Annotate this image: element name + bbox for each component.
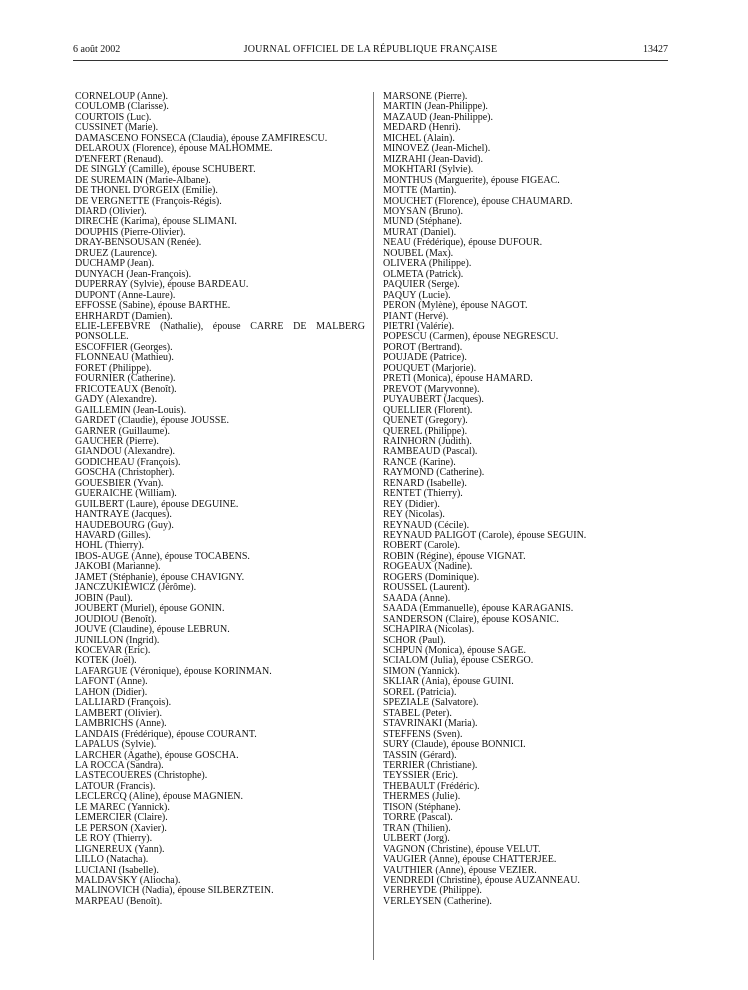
name-entry: LECLERCQ (Aline), épouse MAGNIEN. [75, 791, 244, 803]
name-entry: EHRHARDT (Damien). [75, 310, 173, 322]
name-entry: GADY (Alexandre). [75, 394, 157, 406]
name-entry: SOREL (Patricia). [383, 686, 457, 698]
page-number: 13427 [643, 44, 668, 55]
name-entry: ROBIN (Régine), épouse VIGNAT. [383, 550, 526, 562]
name-entry: RENTET (Thierry). [383, 488, 463, 500]
name-entry: FORET (Philippe). [75, 362, 152, 374]
name-entry: ROGEAUX (Nadine). [383, 561, 473, 573]
name-entry: POROT (Bertrand). [383, 341, 463, 353]
header-date: 6 août 2002 [73, 44, 121, 55]
name-entry: RANCE (Karine). [383, 456, 456, 468]
name-entry: STEFFENS (Sven). [383, 728, 463, 740]
name-entry: SIMON (Yannick). [383, 665, 460, 677]
name-entry: NOUBEL (Max). [383, 247, 454, 259]
name-entry: MARTIN (Jean-Philippe). [383, 101, 488, 113]
name-entry: LALLIARD (François). [75, 697, 172, 709]
name-entry: MARPEAU (Benoît). [75, 895, 163, 907]
name-entry: DOUPHIS (Pierre-Olivier). [75, 226, 186, 238]
name-entry: LAPALUS (Sylvie). [75, 739, 157, 751]
name-entry: KOTEK (Joël). [75, 655, 137, 667]
name-entry: DRUEZ (Laurence). [75, 247, 158, 259]
name-entry: JOUBERT (Muriel), épouse GONIN. [75, 603, 225, 615]
name-entry: VAUGIER (Anne), épouse CHATTERJEE. [383, 854, 557, 866]
name-entry: ROBERT (Carole). [383, 540, 460, 552]
name-entry: STABEL (Peter). [383, 707, 452, 719]
name-entry: PUYAUBERT (Jacques). [383, 394, 484, 406]
name-entry: SAADA (Anne). [383, 592, 451, 604]
name-entry: MUND (Stéphane). [383, 216, 462, 228]
name-entry: PAQUY (Lucie). [383, 289, 451, 301]
name-entry: ELIE-LEFEBVRE (Nathalie), épouse CARRE DE MALBERG [75, 320, 365, 332]
column-divider [373, 92, 374, 960]
name-entry: MICHEL (Alain). [383, 132, 455, 144]
name-entry: GIANDOU (Alexandre). [75, 446, 175, 458]
name-entry: DUCHAMP (Jean). [75, 258, 155, 270]
name-entry: GARNER (Guillaume). [75, 425, 170, 437]
name-entry: LAFARGUE (Véronique), épouse KORINMAN. [75, 665, 272, 677]
name-entry: LAHON (Didier). [75, 686, 148, 698]
name-entry: JOBIN (Paul). [75, 592, 133, 604]
name-entry: GARDET (Claudie), épouse JOUSSE. [75, 415, 229, 427]
name-entry: GOSCHA (Christopher). [75, 467, 175, 479]
name-entry: REY (Didier). [383, 498, 440, 510]
name-entry: GOUESBIER (Yvan). [75, 477, 164, 489]
name-entry: VENDREDI (Christine), épouse AUZANNEAU. [383, 874, 580, 886]
name-entry: DUPONT (Anne-Laure). [75, 289, 176, 301]
name-entry: RAINHORN (Judith). [383, 435, 472, 447]
name-entry: PERON (Mylène), épouse NAGOT. [383, 300, 528, 312]
name-entry: MOYSAN (Bruno). [383, 205, 463, 217]
name-entry: QUEREL (Philippe). [383, 425, 468, 437]
name-entry: SKLIAR (Ania), épouse GUINI. [383, 676, 514, 688]
name-entry: SANDERSON (Claire), épouse KOSANIC. [383, 613, 559, 625]
header-rule [73, 60, 668, 61]
name-entry: GUERAICHE (William). [75, 488, 177, 500]
name-entry: KOCEVAR (Eric). [75, 645, 151, 657]
name-entry: POUQUET (Marjorie). [383, 362, 477, 374]
name-entry: DUPERRAY (Sylvie), épouse BARDEAU. [75, 279, 249, 291]
name-entry: POUJADE (Patrice). [383, 352, 467, 364]
journal-title: JOURNAL OFFICIEL DE LA RÉPUBLIQUE FRANÇAISE [243, 44, 498, 55]
name-entry: DRAY-BENSOUSAN (Renée). [75, 237, 202, 249]
name-entry: QUENET (Gregory). [383, 415, 468, 427]
name-entry: SCIALOM (Julia), épouse CSERGO. [383, 655, 534, 667]
name-entry: JUNILLON (Ingrid). [75, 634, 160, 646]
name-entry: MARSONE (Pierre). [383, 91, 468, 102]
name-entry: D'ENFERT (Renaud). [75, 153, 164, 165]
name-entry: QUELLIER (Florent). [383, 404, 473, 416]
name-entry: CUSSINET (Marie). [75, 122, 159, 134]
name-entry: PREVOT (Maryvonne). [383, 383, 480, 395]
name-entry: MONTHUS (Marguerite), épouse FIGEAC. [383, 174, 560, 186]
name-entry: LAMBRICHS (Anne). [75, 718, 167, 730]
name-entry: TASSIN (Gérard). [383, 749, 457, 761]
name-entry: GODICHEAU (François). [75, 456, 181, 468]
name-entry: TERRIER (Christiane). [383, 760, 478, 771]
name-entry: MOTTE (Martin). [383, 185, 457, 197]
name-entry: IBOS-AUGE (Anne), épouse TOCABENS. [75, 550, 250, 562]
name-entry: PIETRI (Valérie). [383, 320, 455, 332]
name-entry: DAMASCENO FONSECA (Claudia), épouse ZAMFIRESCU. [75, 132, 328, 144]
name-entry: OLMETA (Patrick). [383, 268, 464, 280]
name-entry: POPESCU (Carmen), épouse NEGRESCU. [383, 331, 559, 343]
name-entry: TRAN (Thilien). [383, 822, 451, 834]
name-entry: REYNAUD (Cécile). [383, 519, 470, 531]
name-entry: HAVARD (Gilles). [75, 530, 151, 542]
name-entry: LE PERSON (Xavier). [75, 822, 167, 834]
name-entry: MOKHTARI (Sylvie). [383, 164, 474, 176]
name-entry: SCHPUN (Monica), épouse SAGE. [383, 645, 527, 657]
name-entry: DE SINGLY (Camille), épouse SCHUBERT. [75, 164, 256, 176]
name-entry: JAKOBI (Marianne). [75, 561, 161, 573]
name-entry: COURTOIS (Luc). [75, 111, 152, 123]
name-entry: HANTRAYE (Jacques). [75, 509, 172, 521]
name-entry: STAVRINAKI (Maria). [383, 718, 478, 730]
name-entry: FRICOTEAUX (Benoît). [75, 383, 177, 395]
name-entry: DUNYACH (Jean-François). [75, 268, 192, 280]
name-entry: SAADA (Emmanuelle), épouse KARAGANIS. [383, 603, 574, 615]
name-entry: ESCOFFIER (Georges). [75, 341, 173, 353]
name-entry: THEBAULT (Frédéric). [383, 780, 480, 792]
name-entry: VERLEYSEN (Catherine). [383, 895, 492, 907]
name-entry: TORRE (Pascal). [383, 812, 453, 824]
name-entry: MIZRAHI (Jean-David). [383, 153, 483, 165]
name-entry: LAFONT (Anne). [75, 676, 148, 688]
name-entry: VAUTHIER (Anne), épouse VEZIER. [383, 864, 537, 876]
name-entry: GAUCHER (Pierre). [75, 435, 159, 447]
name-entry: LA ROCCA (Sandra). [75, 760, 164, 771]
name-entry: LILLO (Natacha). [75, 854, 149, 866]
name-entry: DIRECHE (Karima), épouse SLIMANI. [75, 216, 237, 228]
name-entry: SPEZIALE (Salvatore). [383, 697, 479, 709]
name-entry: MAZAUD (Jean-Philippe). [383, 111, 493, 123]
name-entry: LE ROY (Thierry). [75, 833, 153, 845]
name-entry: RAMBEAUD (Pascal). [383, 446, 478, 458]
name-entry: LE MAREC (Yannick). [75, 801, 170, 813]
name-entry: EFFOSSE (Sabine), épouse BARTHE. [75, 300, 231, 312]
name-entry: ROUSSEL (Laurent). [383, 582, 470, 594]
name-entry: RENARD (Isabelle). [383, 477, 467, 489]
name-entry: LEMERCIER (Claire). [75, 812, 168, 824]
name-entry: HOHL (Thierry). [75, 540, 145, 552]
name-entry: JANCZUKIEWICZ (Jérôme). [75, 582, 197, 594]
name-entry: VAGNON (Christine), épouse VELUT. [383, 843, 541, 855]
name-entry: HAUDEBOURG (Guy). [75, 519, 174, 531]
name-entry: PAQUIER (Serge). [383, 279, 460, 291]
name-entry: JOUVE (Claudine), épouse LEBRUN. [75, 624, 230, 636]
name-entry: DIARD (Olivier). [75, 205, 147, 217]
name-entry: DE SUREMAIN (Marie-Albane). [75, 174, 211, 186]
name-entry: DELAROUX (Florence), épouse MALHOMME. [75, 143, 273, 155]
left-name-column [75, 92, 365, 907]
name-entry: PONSOLLE. [75, 331, 129, 343]
name-entry: PIANT (Hervé). [383, 310, 449, 322]
name-entry: SURY (Claude), épouse BONNICI. [383, 739, 526, 751]
name-entry: FOURNIER (Catherine). [75, 373, 176, 385]
name-entry: NEAU (Frédérique), épouse DUFOUR. [383, 237, 543, 249]
name-entry: ROGERS (Dominique). [383, 571, 480, 583]
name-entry: LAMBERT (Olivier). [75, 707, 162, 719]
page-header [73, 44, 668, 58]
name-entry: COULOMB (Clarisse). [75, 101, 169, 113]
name-entry: FLONNEAU (Mathieu). [75, 352, 174, 364]
name-entry: LARCHER (Agathe), épouse GOSCHA. [75, 749, 239, 761]
name-entry: REY (Nicolas). [383, 509, 445, 521]
name-entry: VERHEYDE (Philippe). [383, 885, 482, 897]
name-entry: LATOUR (Francis). [75, 780, 156, 792]
name-entry: GUILBERT (Laure), épouse DEGUINE. [75, 498, 239, 510]
name-entry: DE VERGNETTE (François-Régis). [75, 195, 222, 207]
name-entry: PRETI (Monica), épouse HAMARD. [383, 373, 533, 385]
name-entry: THERMES (Julie). [383, 791, 461, 803]
name-entry: JAMET (Stéphanie), épouse CHAVIGNY. [75, 571, 245, 583]
name-entry: MURAT (Daniel). [383, 226, 457, 238]
name-entry: MOUCHET (Florence), épouse CHAUMARD. [383, 195, 573, 207]
name-entry: LANDAIS (Frédérique), épouse COURANT. [75, 728, 257, 740]
name-entry: MINOVEZ (Jean-Michel). [383, 143, 491, 155]
name-entry: CORNELOUP (Anne). [75, 91, 168, 102]
name-entry: LIGNEREUX (Yann). [75, 843, 165, 855]
name-entry: DE THONEL D'ORGEIX (Emilie). [75, 185, 218, 197]
name-entry: LASTECOUERES (Christophe). [75, 770, 208, 782]
name-entry: REYNAUD PALIGOT (Carole), épouse SEGUIN. [383, 530, 587, 542]
name-entry: ULBERT (Jorg). [383, 833, 450, 845]
name-entry: SCHOR (Paul). [383, 634, 446, 646]
name-entry: TISON (Stéphane). [383, 801, 461, 813]
name-entry: GAILLEMIN (Jean-Louis). [75, 404, 187, 416]
name-entry: SCHAPIRA (Nicolas). [383, 624, 475, 636]
right-name-column [383, 92, 668, 907]
name-entry: OLIVERA (Philippe). [383, 258, 472, 270]
name-entry: JOUDIOU (Benoît). [75, 613, 157, 625]
name-entry: RAYMOND (Catherine). [383, 467, 485, 479]
name-entry: LUCIANI (Isabelle). [75, 864, 159, 876]
name-entry: MALINOVICH (Nadia), épouse SILBERZTEIN. [75, 885, 274, 897]
name-entry: MALDAVSKY (Aliocha). [75, 874, 181, 886]
name-entry: TEYSSIER (Eric). [383, 770, 458, 782]
name-entry: MEDARD (Henri). [383, 122, 461, 134]
